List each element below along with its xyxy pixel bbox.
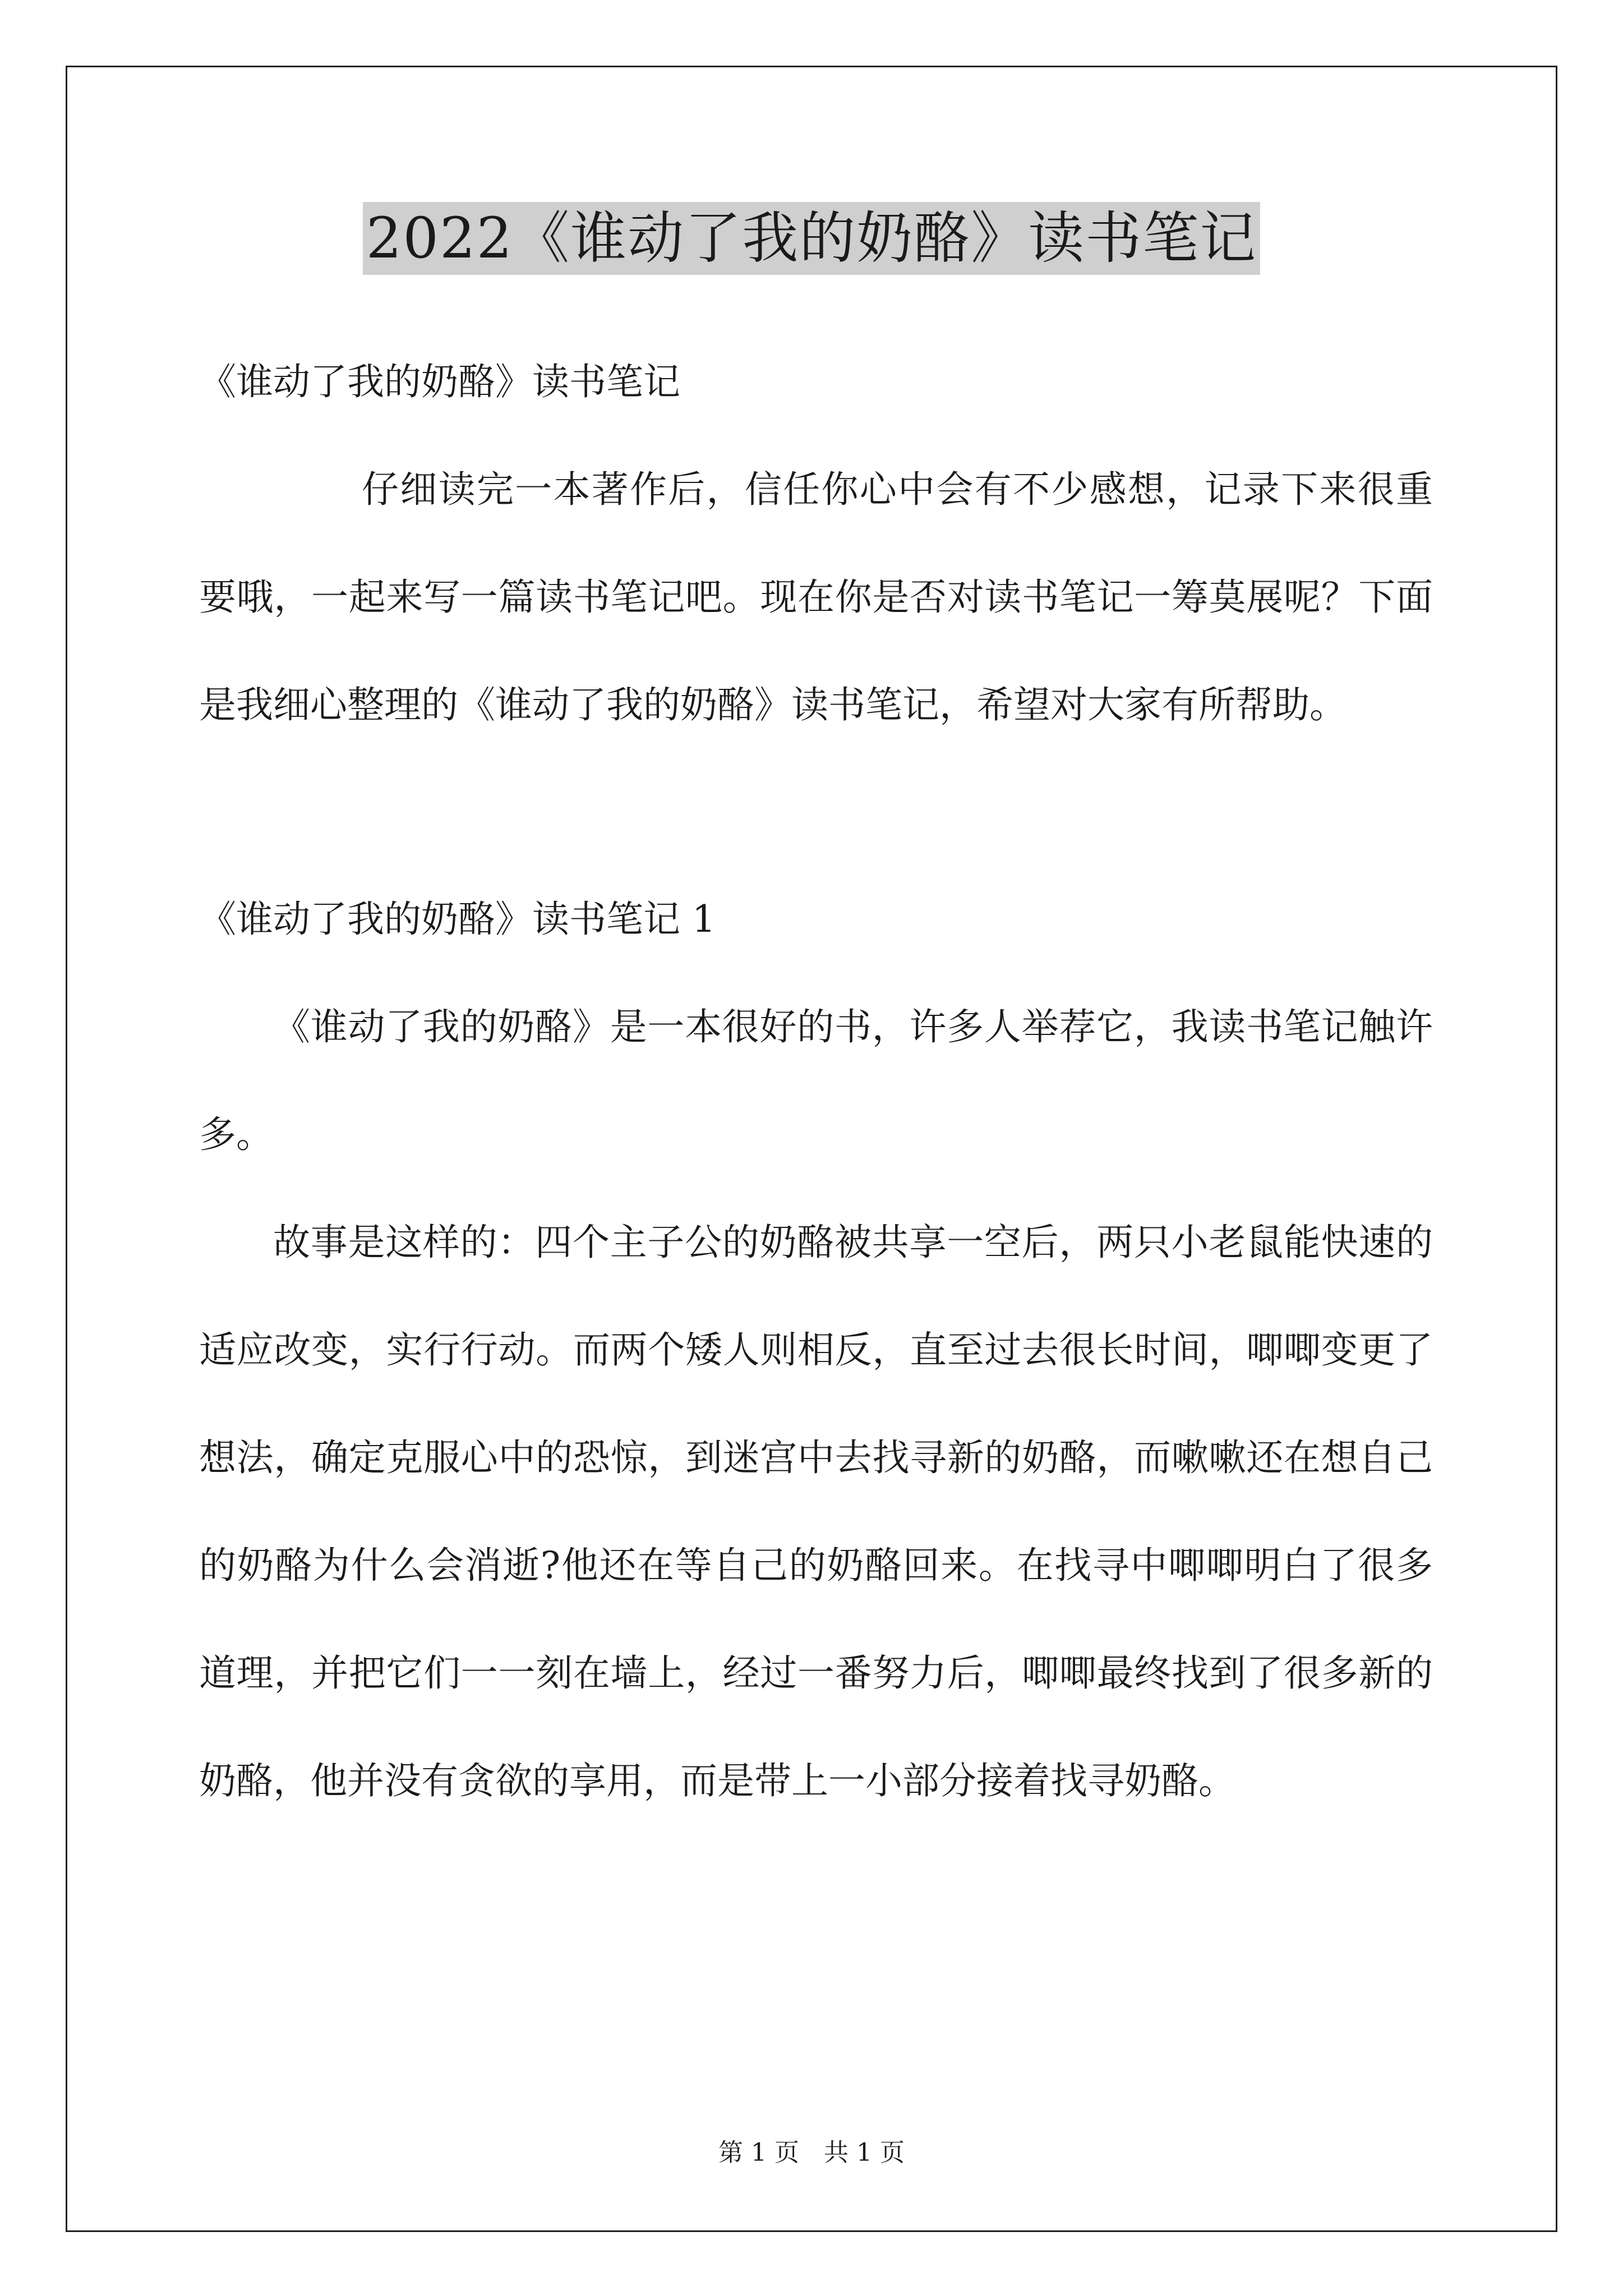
section-spacer [199, 759, 1433, 866]
paragraph: 故事是这样的：四个主子公的奶酪被共享一空后，两只小老鼠能快速的适应改变，实行行动。而两个矮人则相反，直至过去很长时间，唧唧变更了想法，确定克服心中的恐惊，到迷宫中去找寻新的奶酪，而嗽嗽还在想自己的奶酪为什么会消逝?他还在等自己的奶酪回来。在找寻中唧唧明白了很多道理，并把它们一一刻在墙上，经过一番努力后，唧唧最终找到了很多新的奶酪，他并没有贪欲的享用，而是带上一小部分接着找寻奶酪。 [199, 1221, 1433, 1802]
title-container [0, 202, 1623, 275]
paragraph: 《谁动了我的奶酪》是一本很好的书，许多人举荐它，我读书笔记触许多。 [199, 1005, 1433, 1156]
page-number: 第 1 页 [718, 2138, 799, 2167]
section-heading: 《谁动了我的奶酪》读书笔记 1 [199, 898, 716, 941]
section-note-1 [199, 866, 1433, 1835]
paragraph: 仔细读完一本著作后，信任你心中会有不少感想，记录下来很重要哦，一起来写一篇读书笔记吧。现在你是否对读书笔记一筹莫展呢？下面是我细心整理的《谁动了我的奶酪》读书笔记，希望对大家有所帮助。 [199, 468, 1433, 726]
section-heading: 《谁动了我的奶酪》读书笔记 [199, 360, 680, 403]
document-body [199, 328, 1433, 1835]
document-title: 2022《谁动了我的奶酪》读书笔记 [363, 202, 1261, 275]
page-count: 共 1 页 [824, 2138, 905, 2167]
page-footer [0, 2136, 1623, 2170]
section-intro [199, 328, 1433, 759]
